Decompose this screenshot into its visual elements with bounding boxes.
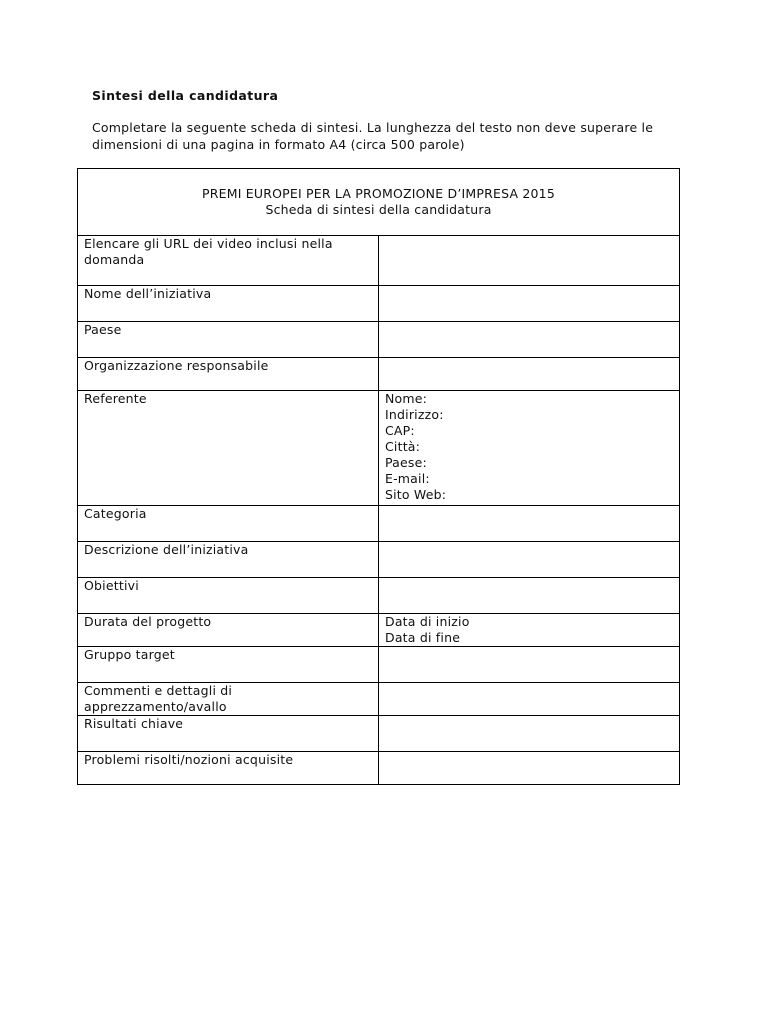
- field-label-video-urls: Elencare gli URL dei video inclusi nella domanda: [78, 236, 379, 286]
- field-value-video-urls[interactable]: [379, 236, 680, 286]
- field-value-comments[interactable]: [379, 683, 680, 716]
- field-label-description: Descrizione dell’iniziativa: [78, 542, 379, 578]
- table-row: [78, 286, 680, 322]
- table-row: [78, 647, 680, 683]
- field-label-key-results: Risultati chiave: [78, 716, 379, 752]
- field-label-country: Paese: [78, 322, 379, 358]
- contact-city-label: Città:: [385, 439, 421, 454]
- field-label-initiative-name: Nome dell’iniziativa: [78, 286, 379, 322]
- table-row: [78, 358, 680, 391]
- start-date-label: Data di inizio: [385, 614, 470, 629]
- table-row: [78, 391, 680, 506]
- field-value-key-results[interactable]: [379, 716, 680, 752]
- contact-address-label: Indirizzo:: [385, 407, 444, 422]
- field-value-organization[interactable]: [379, 358, 680, 391]
- field-label-organization: Organizzazione responsabile: [78, 358, 379, 391]
- field-label-category: Categoria: [78, 506, 379, 542]
- contact-name-label: Nome:: [385, 391, 428, 406]
- table-row: [78, 683, 680, 716]
- end-date-label: Data di fine: [385, 630, 461, 645]
- field-value-initiative-name[interactable]: [379, 286, 680, 322]
- contact-postcode-label: CAP:: [385, 423, 415, 438]
- form-header-cell: [78, 169, 680, 236]
- form-subtitle: Scheda di sintesi della candidatura: [265, 202, 492, 217]
- table-row: [78, 752, 680, 785]
- document-heading: Sintesi della candidatura: [92, 88, 279, 103]
- table-row: [78, 506, 680, 542]
- field-value-description[interactable]: [379, 542, 680, 578]
- field-value-duration[interactable]: [379, 614, 680, 647]
- contact-website-label: Sito Web:: [385, 487, 447, 502]
- field-label-objectives: Obiettivi: [78, 578, 379, 614]
- field-value-country[interactable]: [379, 322, 680, 358]
- table-row: [78, 614, 680, 647]
- intro-text: Completare la seguente scheda di sintesi. La lunghezza del testo non deve superare le dimensioni di una pagina in formato A4 (circa 500 parole): [92, 120, 654, 152]
- table-row: [78, 236, 680, 286]
- table-row: [78, 578, 680, 614]
- field-value-problems-solved[interactable]: [379, 752, 680, 785]
- contact-email-label: E-mail:: [385, 471, 430, 486]
- form-title: PREMI EUROPEI PER LA PROMOZIONE D’IMPRESA 2015: [202, 186, 555, 201]
- contact-country-label: Paese:: [385, 455, 427, 470]
- summary-form-table: [77, 168, 680, 785]
- table-row: [78, 542, 680, 578]
- field-label-comments: Commenti e dettagli di apprezzamento/avallo: [78, 683, 379, 716]
- field-value-objectives[interactable]: [379, 578, 680, 614]
- field-value-contact[interactable]: [379, 391, 680, 506]
- field-label-problems-solved: Problemi risolti/nozioni acquisite: [78, 752, 379, 785]
- field-label-contact: Referente: [78, 391, 379, 506]
- field-value-category[interactable]: [379, 506, 680, 542]
- form-header-row: [78, 169, 680, 236]
- field-label-duration: Durata del progetto: [78, 614, 379, 647]
- table-row: [78, 322, 680, 358]
- field-label-target-group: Gruppo target: [78, 647, 379, 683]
- table-row: [78, 716, 680, 752]
- field-value-target-group[interactable]: [379, 647, 680, 683]
